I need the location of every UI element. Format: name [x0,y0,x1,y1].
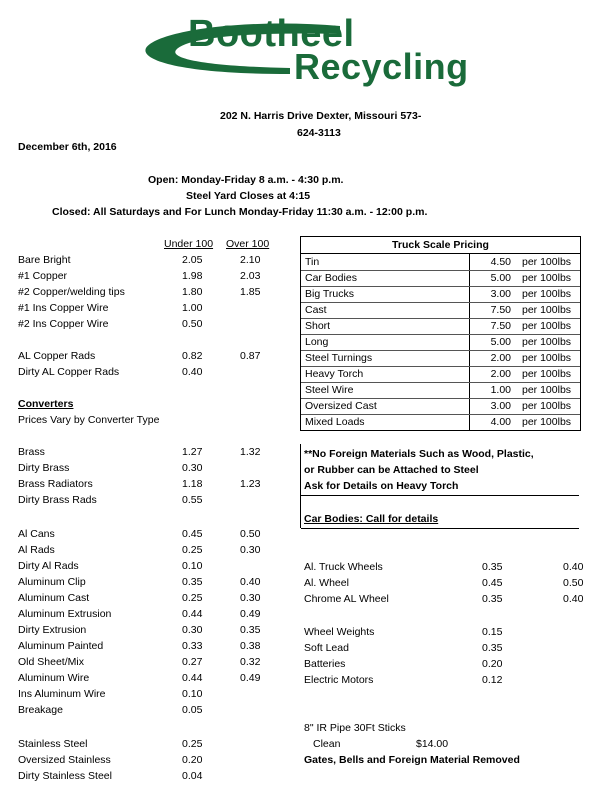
table-row [301,318,580,335]
table-row [301,366,580,383]
list-item-under: 0.35 [482,593,503,605]
address-line1: 202 N. Harris Drive Dexter, Missouri 573- [220,110,422,122]
list-item-under: 0.33 [182,640,203,652]
truck-row-price: 2.00 [490,368,511,380]
truck-row-price: 7.50 [490,304,511,316]
truck-row-unit: per 100lbs [522,416,572,428]
list-item-under: 0.10 [182,688,203,700]
truck-row-price: 7.50 [490,320,511,332]
table-row [301,382,580,399]
list-item-under: 1.00 [182,302,203,314]
list-item-name: Aluminum Cast [18,592,90,604]
list-item-under: 0.20 [182,754,203,766]
list-item-price: 0.15 [482,626,503,638]
list-item-over: 1.23 [240,478,261,490]
list-item-over: 1.85 [240,286,261,298]
list-item-name: Batteries [304,658,346,670]
list-item-name: Oversized Stainless [18,754,111,766]
truck-row-unit: per 100lbs [522,288,572,300]
table-row [301,334,580,351]
list-item-under: 0.55 [182,494,203,506]
pipe-gates-note: Gates, Bells and Foreign Material Removed [304,754,520,766]
list-item-under: 0.44 [182,672,203,684]
truck-row-unit: per 100lbs [522,400,572,412]
truck-row-name: Long [305,336,329,348]
list-item-price: 0.12 [482,674,503,686]
truck-row-unit: per 100lbs [522,336,572,348]
list-item-name: Dirty Al Rads [18,560,79,572]
truck-row-name: Car Bodies [305,272,357,284]
truck-row-name: Steel Turnings [305,352,373,364]
list-item-over: 0.30 [240,592,261,604]
truck-scale-title: Truck Scale Pricing [301,237,580,254]
list-item-name: Brass [18,446,45,458]
list-item-under: 0.35 [182,576,203,588]
list-item-over: 0.35 [240,624,261,636]
list-item-name: Soft Lead [304,642,349,654]
note-car-bodies: Car Bodies: Call for details [304,513,439,525]
truck-row-price: 1.00 [490,384,511,396]
table-row [301,254,580,271]
list-item-under: 0.45 [482,577,503,589]
truck-row-name: Heavy Torch [305,368,364,380]
list-item-over: 2.03 [240,270,261,282]
list-item-under: 0.25 [182,544,203,556]
list-item-under: 0.45 [182,528,203,540]
list-item-over: 0.87 [240,350,261,362]
truck-row-name: Oversized Cast [305,400,377,412]
truck-row-price: 3.00 [490,288,511,300]
list-item-under: 0.50 [182,318,203,330]
list-item-name: Old Sheet/Mix [18,656,84,668]
truck-row-price: 4.00 [490,416,511,428]
list-item-price: 0.35 [482,642,503,654]
list-item-under: 0.10 [182,560,203,572]
list-item-name: Electric Motors [304,674,374,686]
list-item-over: 0.49 [240,608,261,620]
list-item-under: 0.27 [182,656,203,668]
list-item-under: 0.05 [182,704,203,716]
list-item-name: #1 Copper [18,270,68,282]
list-item-name: #1 Ins Copper Wire [18,302,109,314]
list-item-name: Prices Vary by Converter Type [18,414,160,426]
truck-row-price: 5.00 [490,336,511,348]
list-item-over: 0.32 [240,656,261,668]
truck-row-unit: per 100lbs [522,352,572,364]
list-item-over: 0.40 [563,561,584,573]
list-item-name: Stainless Steel [18,738,88,750]
header-over-100: Over 100 [226,238,270,250]
list-item-name: Al. Wheel [304,577,349,589]
list-item-name: Bare Bright [18,254,71,266]
divider [301,495,579,496]
list-item-name: Breakage [18,704,63,716]
list-item-over: 0.50 [240,528,261,540]
truck-row-price: 3.00 [490,400,511,412]
list-item-name: Al. Truck Wheels [304,561,383,573]
truck-scale-table [300,236,581,431]
list-item-name: Converters [18,398,74,410]
list-item-under: 0.04 [182,770,203,782]
date: December 6th, 2016 [18,141,117,153]
table-row [301,302,580,319]
table-row [301,350,580,367]
list-item-name: Dirty AL Copper Rads [18,366,120,378]
list-item-name: Aluminum Clip [18,576,86,588]
list-item-name: Aluminum Painted [18,640,104,652]
truck-row-unit: per 100lbs [522,256,572,268]
note-line3: Ask for Details on Heavy Torch [304,480,459,492]
logo-line2: Recycling [294,46,469,87]
list-item-name: Aluminum Extrusion [18,608,112,620]
list-item-under: 0.40 [182,366,203,378]
list-item-name: Al Rads [18,544,55,556]
list-item-under: 0.25 [182,592,203,604]
pipe-title: 8" IR Pipe 30Ft Sticks [304,722,406,734]
list-item-name: Dirty Extrusion [18,624,87,636]
list-item-name: Ins Aluminum Wire [18,688,106,700]
truck-row-price: 5.00 [490,272,511,284]
list-item-under: 0.44 [182,608,203,620]
list-item-under: 2.05 [182,254,203,266]
list-item-under: 0.35 [482,561,503,573]
truck-row-name: Tin [305,256,320,268]
note-line1: **No Foreign Materials Such as Wood, Plastic, [304,448,534,460]
truck-row-unit: per 100lbs [522,320,572,332]
truck-row-unit: per 100lbs [522,384,572,396]
table-row [301,414,580,430]
hours-closed: Closed: All Saturdays and For Lunch Monday-Friday 11:30 a.m. - 12:00 p.m. [52,206,428,218]
hours-steel: Steel Yard Closes at 4:15 [186,190,311,202]
list-item-under: 0.30 [182,462,203,474]
table-row [301,270,580,287]
list-item-over: 0.49 [240,672,261,684]
logo-line1: Bootheel [188,13,355,55]
address-line2: 624-3113 [297,127,341,139]
pipe-clean-label: Clean [313,738,341,750]
list-item-under: 1.18 [182,478,203,490]
list-item-name: Dirty Brass [18,462,70,474]
list-item-over: 0.40 [563,593,584,605]
list-item-under: 0.25 [182,738,203,750]
truck-row-name: Mixed Loads [305,416,365,428]
list-item-name: Brass Radiators [18,478,93,490]
list-item-name: Chrome AL Wheel [304,593,389,605]
list-item-name: Dirty Stainless Steel [18,770,112,782]
list-item-over: 1.32 [240,446,261,458]
pipe-clean-price: $14.00 [416,738,449,750]
list-item-over: 0.38 [240,640,261,652]
list-item-over: 2.10 [240,254,261,266]
list-item-over: 0.50 [563,577,584,589]
list-item-under: 1.27 [182,446,203,458]
truck-row-name: Cast [305,304,327,316]
truck-row-price: 4.50 [490,256,511,268]
header-under-100: Under 100 [164,238,214,250]
note-line2: or Rubber can be Attached to Steel [304,464,479,476]
truck-row-unit: per 100lbs [522,368,572,380]
list-item-name: #2 Copper/welding tips [18,286,125,298]
list-item-price: 0.20 [482,658,503,670]
list-item-name: Aluminum Wire [18,672,90,684]
truck-row-price: 2.00 [490,352,511,364]
list-item-over: 0.30 [240,544,261,556]
table-row [301,286,580,303]
list-item-name: Dirty Brass Rads [18,494,97,506]
table-row [301,398,580,415]
truck-row-name: Short [305,320,331,332]
list-item-under: 1.80 [182,286,203,298]
list-item-name: AL Copper Rads [18,350,96,362]
truck-row-unit: per 100lbs [522,304,572,316]
list-item-name: Al Cans [18,528,55,540]
divider [301,528,579,529]
list-item-under: 0.30 [182,624,203,636]
divider [300,444,301,528]
list-item-name: #2 Ins Copper Wire [18,318,109,330]
truck-row-name: Steel Wire [305,384,354,396]
list-item-under: 0.82 [182,350,203,362]
list-item-under: 1.98 [182,270,203,282]
list-item-over: 0.40 [240,576,261,588]
truck-row-unit: per 100lbs [522,272,572,284]
truck-row-name: Big Trucks [305,288,355,300]
list-item-name: Wheel Weights [304,626,375,638]
hours-open: Open: Monday-Friday 8 a.m. - 4:30 p.m. [148,174,344,186]
